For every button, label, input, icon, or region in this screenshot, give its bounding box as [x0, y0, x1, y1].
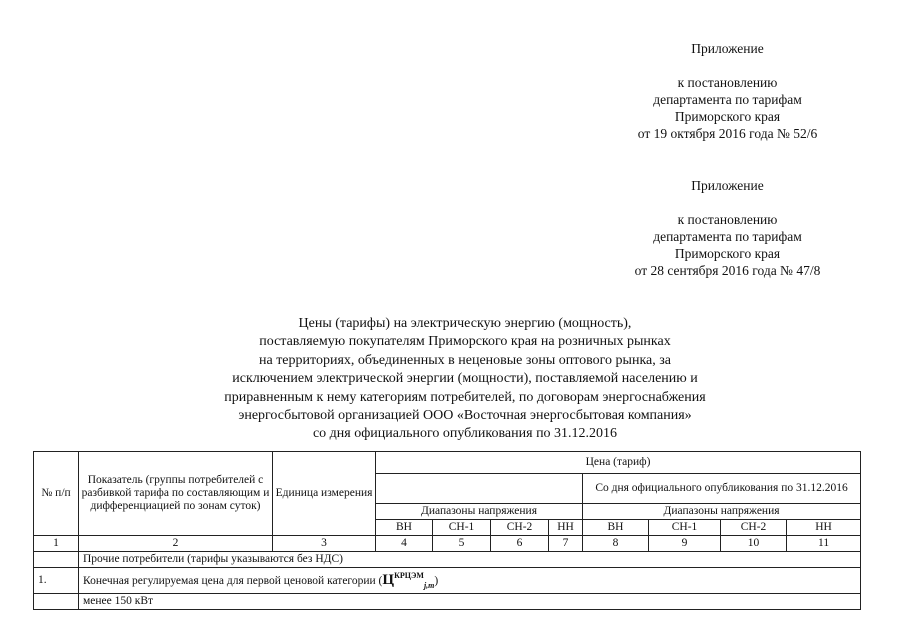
column-number: 1: [34, 536, 79, 552]
voltage-level: ВН: [583, 520, 649, 536]
title-line: энергосбытовой организацией ООО «Восточная энергосбытовая компания»: [238, 408, 692, 424]
tariff-table: [33, 451, 861, 610]
title-line: со дня официального опубликования по 31.12.2016: [312, 426, 618, 442]
column-number: 11: [787, 536, 861, 552]
attachment-line: от 28 сентября 2016 года № 47/8: [634, 263, 821, 278]
voltage-level: СН-2: [721, 520, 787, 536]
attachment-line: департамента по тарифам: [653, 229, 802, 244]
column-number: 8: [583, 536, 649, 552]
voltage-level: НН: [787, 520, 861, 536]
column-number: 7: [549, 536, 583, 552]
header-period-empty: [376, 474, 583, 504]
title-line: на территориях, объединенных в неценовые зоны оптового рынка, за: [258, 352, 672, 368]
row-indicator: [79, 568, 861, 594]
row-number-empty: [34, 594, 79, 610]
row-indicator-close: ): [434, 575, 439, 587]
header-voltage-ranges: Диапазоны напряжения: [376, 504, 583, 520]
row-indicator: менее 150 кВт: [79, 594, 861, 610]
voltage-level: СН-1: [649, 520, 721, 536]
row-number: 1.: [34, 568, 79, 594]
title-line: приравненным к нему категориям потребителей, по договорам энергоснабжения: [224, 389, 706, 405]
voltage-level: ВН: [376, 520, 433, 536]
header-indicator: Показатель (группы потребителей с разбивкой тарифа по составляющим и дифференциацией по зонам суток): [79, 452, 273, 536]
voltage-level: СН-1: [433, 520, 491, 536]
attachment-line: департамента по тарифам: [653, 92, 802, 107]
header-price: Цена (тариф): [376, 452, 861, 474]
header-unit: Единица измерения: [273, 452, 376, 536]
column-number: 2: [79, 536, 273, 552]
column-number: 5: [433, 536, 491, 552]
formula-subscript: j,m: [423, 581, 435, 590]
header-number: № п/п: [34, 452, 79, 536]
attachment-title: Приложение: [691, 41, 764, 56]
attachment-line: от 19 октября 2016 года № 52/6: [637, 126, 818, 141]
attachment-line: к постановлению: [677, 75, 778, 90]
attachment-note-2: [600, 177, 855, 279]
header-voltage-ranges: Диапазоны напряжения: [583, 504, 861, 520]
attachment-title: Приложение: [691, 178, 764, 193]
price-formula: [382, 572, 434, 588]
formula-symbol: Ц: [382, 572, 395, 588]
section-number-empty: [34, 552, 79, 568]
attachment-line: Приморского края: [674, 246, 781, 261]
column-number: 6: [491, 536, 549, 552]
attachment-note-1: [600, 40, 855, 142]
header-period: Со дня официального опубликования по 31.12.2016: [583, 474, 861, 504]
column-number: 4: [376, 536, 433, 552]
voltage-level: НН: [549, 520, 583, 536]
voltage-level: СН-2: [491, 520, 549, 536]
attachment-line: к постановлению: [677, 212, 778, 227]
title-line: исключением электрической энергии (мощности), поставляемой населению и: [232, 371, 698, 387]
column-number: 9: [649, 536, 721, 552]
title-line: Цены (тарифы) на электрическую энергию (мощность),: [298, 316, 632, 331]
section-label: Прочие потребители (тарифы указываются без НДС): [79, 552, 861, 568]
formula-superscript: КРЦЭМ: [394, 571, 424, 580]
column-number: 10: [721, 536, 787, 552]
document-title: [150, 315, 780, 444]
attachment-line: Приморского края: [674, 109, 781, 124]
column-number: 3: [273, 536, 376, 552]
title-line: поставляемую покупателям Приморского края на розничных рынках: [259, 334, 671, 350]
row-indicator-text: Конечная регулируемая цена для первой ценовой категории (: [83, 575, 383, 587]
